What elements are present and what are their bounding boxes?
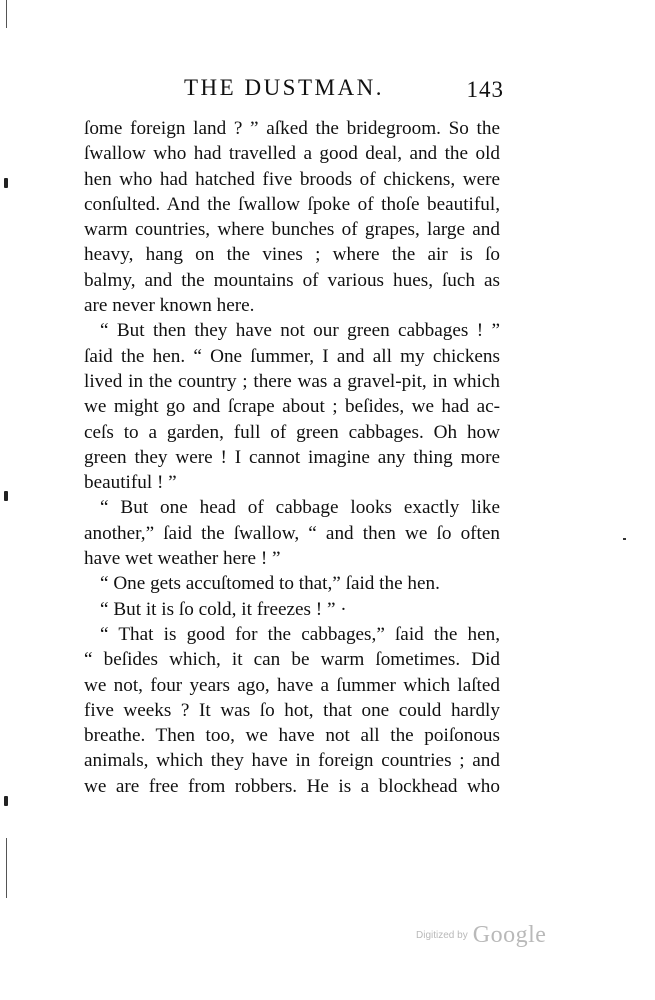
text-line: we might go and ſcrape about ; beſides, we had ac- xyxy=(84,396,500,418)
page-edge-line-top xyxy=(6,0,7,28)
text-line: “ But it is ſo cold, it freezes ! ” · xyxy=(100,598,347,620)
watermark-prefix: Digitized by xyxy=(416,930,468,941)
text-line: balmy, and the mountains of various hues, ſuch as xyxy=(84,269,500,291)
text-line: “ That is good for the cabbages,” ſaid the hen, xyxy=(100,623,500,645)
text-line: hen who had hatched five broods of chickens, were xyxy=(84,168,500,190)
page-edge-mark xyxy=(4,796,8,806)
text-line: lived in the country ; there was a gravel-pit, in which xyxy=(84,370,500,392)
text-line: ſwallow who had travelled a good deal, and the old xyxy=(84,143,500,165)
page-header xyxy=(84,72,504,104)
running-title: THE DUSTMAN. xyxy=(184,75,384,100)
text-line: we are free from robbers. He is a blockhead who xyxy=(84,775,500,797)
text-line: we not, four years ago, have a ſummer which laſted xyxy=(84,674,500,696)
text-line: “ But then they have not our green cabbages ! ” xyxy=(100,320,500,342)
text-line: have wet weather here ! ” xyxy=(84,548,281,570)
digitized-by-google-watermark xyxy=(416,922,546,949)
text-line: warm countries, where bunches of grapes, large and xyxy=(84,219,500,241)
text-line: beautiful ! ” xyxy=(84,472,177,494)
text-line: green they were ! I cannot imagine any thing more xyxy=(84,446,500,468)
text-line: ſaid the hen. “ One ſummer, I and all my chickens xyxy=(84,345,500,367)
text-line: animals, which they have in foreign countries ; and xyxy=(84,750,500,772)
page-number: 143 xyxy=(466,77,504,102)
text-line: heavy, hang on the vines ; where the air is ſo xyxy=(84,244,500,266)
text-line: ceſs to a garden, full of green cabbages. Oh how xyxy=(84,421,500,443)
text-line: five weeks ? It was ſo hot, that one could hardly xyxy=(84,699,500,721)
google-logo: Google xyxy=(472,922,547,948)
text-line: “ One gets accuſtomed to that,” ſaid the hen. xyxy=(100,573,440,595)
page-edge-line-bottom xyxy=(6,838,7,898)
text-line: “ beſides which, it can be warm ſometimes. Did xyxy=(84,649,500,671)
body-text xyxy=(84,116,500,799)
text-line: “ But one head of cabbage looks exactly like xyxy=(100,497,500,519)
text-line: breathe. Then too, we have not all the poiſonous xyxy=(84,725,500,747)
text-line: conſulted. And the ſwallow ſpoke of thoſe beautiful, xyxy=(84,193,500,215)
text-line: are never known here. xyxy=(84,295,255,317)
page-edge-mark xyxy=(4,178,8,188)
text-line: ſome foreign land ? ” aſked the bridegroom. So the xyxy=(84,118,500,139)
text-line: another,” ſaid the ſwallow, “ and then we ſo often xyxy=(84,522,500,544)
scan-speck xyxy=(623,538,626,540)
page-edge-mark xyxy=(4,491,8,501)
